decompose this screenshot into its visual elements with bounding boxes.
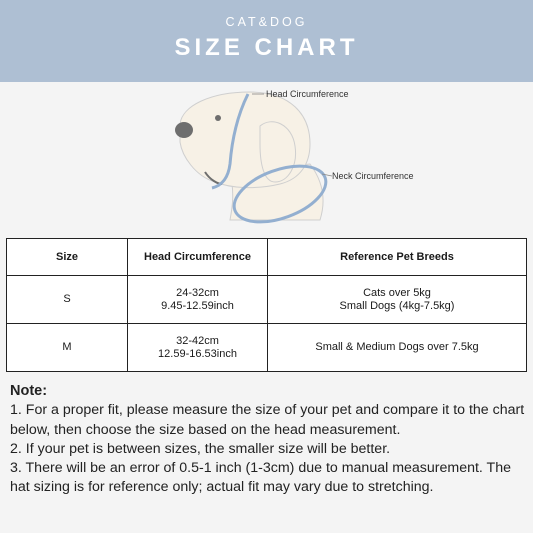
- breeds-line: Cats over 5kg: [363, 286, 431, 299]
- breeds-line: Small Dogs (4kg-7.5kg): [339, 299, 455, 312]
- table-row: [7, 324, 527, 372]
- header-title: SIZE CHART: [174, 34, 359, 61]
- header-banner: [0, 0, 533, 82]
- table-header-row: [7, 239, 527, 276]
- head-inch-value: 12.59-16.53inch: [158, 347, 237, 360]
- note-item: 1. For a proper fit, please measure the size of your pet and compare it to the chart below, then choose the size based on the head measurement.: [10, 402, 525, 438]
- head-circumference-cell: [128, 276, 268, 324]
- notes-title: Note:: [10, 383, 48, 399]
- head-cm-value: 24-32cm: [176, 286, 219, 299]
- reference-breeds-cell: [268, 276, 527, 324]
- neck-circumference-label: Neck Circumference: [332, 171, 414, 181]
- column-header-size: Size: [7, 239, 128, 276]
- column-header-head-circumference: Head Circumference: [128, 239, 268, 276]
- head-inch-value: 9.45-12.59inch: [161, 299, 234, 312]
- head-circumference-cell: [128, 324, 268, 372]
- header-subtitle: CAT&DOG: [225, 15, 308, 29]
- head-cm-value: 32-42cm: [176, 334, 219, 347]
- table-row: [7, 276, 527, 324]
- head-circumference-label: Head Circumference: [266, 89, 349, 99]
- size-chart-table: [6, 238, 527, 372]
- size-cell: M: [7, 324, 128, 372]
- breeds-line: Small & Medium Dogs over 7.5kg: [315, 341, 479, 353]
- dog-eye: [215, 115, 221, 121]
- note-item: 3. There will be an error of 0.5-1 inch (1-3cm) due to manual measurement. The hat sizing is for reference only; actual fit may vary due to stretching.: [10, 460, 512, 496]
- size-cell: S: [7, 276, 128, 324]
- dog-head-drawing: [160, 84, 440, 230]
- notes-section: [10, 382, 528, 498]
- note-item: 2. If your pet is between sizes, the smaller size will be better.: [10, 440, 391, 457]
- dog-nose: [175, 122, 193, 138]
- dog-measurement-illustration: [160, 84, 440, 230]
- reference-breeds-cell: [268, 324, 527, 372]
- column-header-reference-breeds: Reference Pet Breeds: [268, 239, 527, 276]
